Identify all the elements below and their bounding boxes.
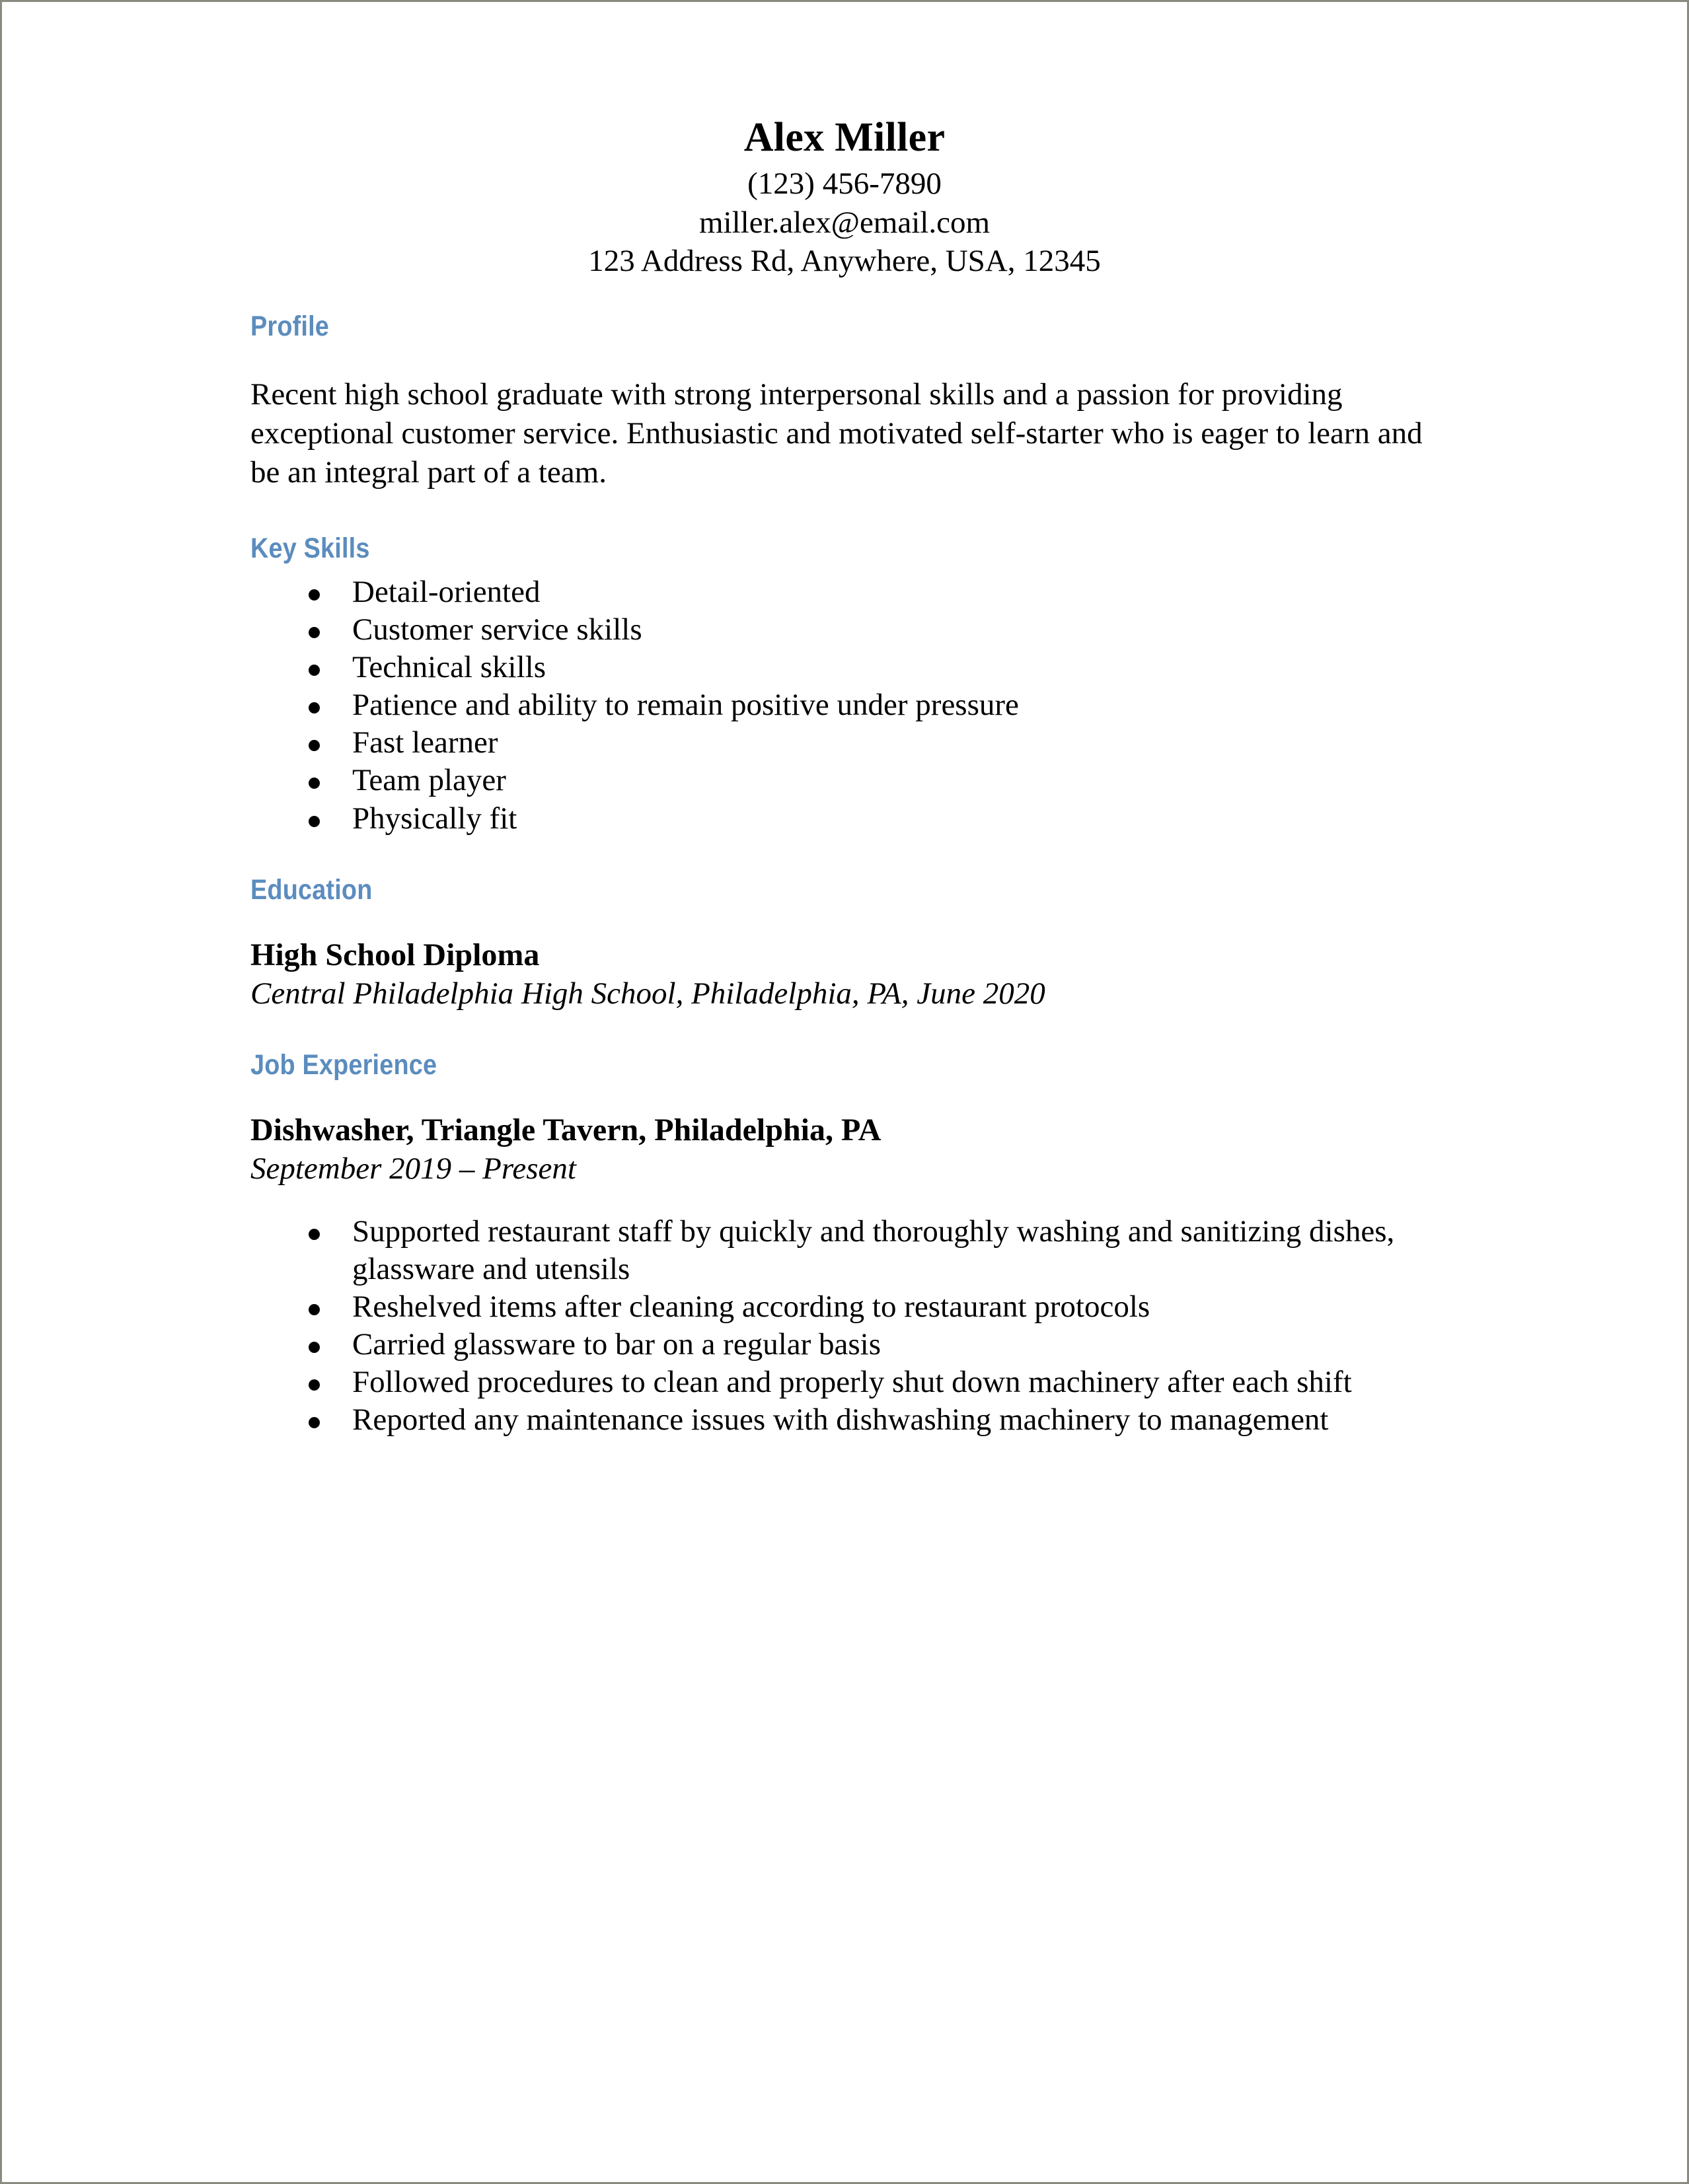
list-item: Reshelved items after cleaning according to restaurant protocols: [250, 1288, 1469, 1326]
section-heading-job-experience: Job Experience: [250, 1048, 437, 1081]
key-skills-list: [250, 573, 1469, 838]
list-item: Supported restaurant staff by quickly and thoroughly washing and sanitizing dishes, glassware and utensils: [250, 1213, 1469, 1288]
candidate-email: miller.alex@email.com: [698, 205, 991, 240]
list-item: Fast learner: [250, 724, 1469, 762]
resume-sheet: [2, 2, 1687, 2182]
job-entry: [250, 1111, 1469, 1439]
list-item: Reported any maintenance issues with dishwashing machinery to management: [250, 1401, 1469, 1439]
job-dates: September 2019 – Present: [250, 1151, 576, 1186]
section-heading-key-skills: Key Skills: [250, 532, 370, 564]
spacer: [250, 564, 1469, 573]
section-profile: [250, 311, 1469, 492]
list-item: Detail-oriented: [250, 573, 1469, 611]
section-heading-profile: Profile: [250, 310, 329, 343]
list-item: Carried glassware to bar on a regular basis: [250, 1326, 1469, 1364]
list-item: Patience and ability to remain positive under pressure: [250, 686, 1469, 724]
list-item: Customer service skills: [250, 611, 1469, 649]
list-item: Physically fit: [250, 800, 1469, 838]
spacer: [250, 906, 1469, 936]
education-details: Central Philadelphia High School, Philadelphia, PA, June 2020: [250, 976, 1045, 1011]
section-education: [250, 875, 1469, 1013]
education-degree: High School Diploma: [250, 937, 540, 972]
spacer: [250, 342, 1469, 375]
list-item: Team player: [250, 762, 1469, 799]
spacer: [250, 838, 1469, 875]
candidate-phone: (123) 456-7890: [747, 166, 942, 201]
section-heading-education: Education: [250, 873, 373, 906]
profile-summary-text: Recent high school graduate with strong interpersonal skills and a passion for providing exceptional customer service. Enthusiastic and motivated self-starter who is eager to learn and be an integral part of a team.: [250, 377, 1423, 490]
spacer: [250, 1081, 1469, 1111]
candidate-address: 123 Address Rd, Anywhere, USA, 12345: [588, 244, 1101, 279]
candidate-name: Alex Miller: [743, 115, 946, 160]
section-key-skills: [250, 533, 1469, 838]
resume-body: [250, 281, 1469, 1439]
resume-header: [2, 2, 1687, 281]
spacer: [250, 1188, 1469, 1213]
list-item: Technical skills: [250, 649, 1469, 686]
education-entry: [250, 936, 1469, 1013]
list-item: Followed procedures to clean and properly shut down machinery after each shift: [250, 1364, 1469, 1401]
spacer: [250, 492, 1469, 533]
job-title: Dishwasher, Triangle Tavern, Philadelphia, PA: [250, 1112, 882, 1148]
section-job-experience: [250, 1050, 1469, 1439]
spacer: [250, 1013, 1469, 1050]
job-duties-list: [250, 1213, 1469, 1439]
